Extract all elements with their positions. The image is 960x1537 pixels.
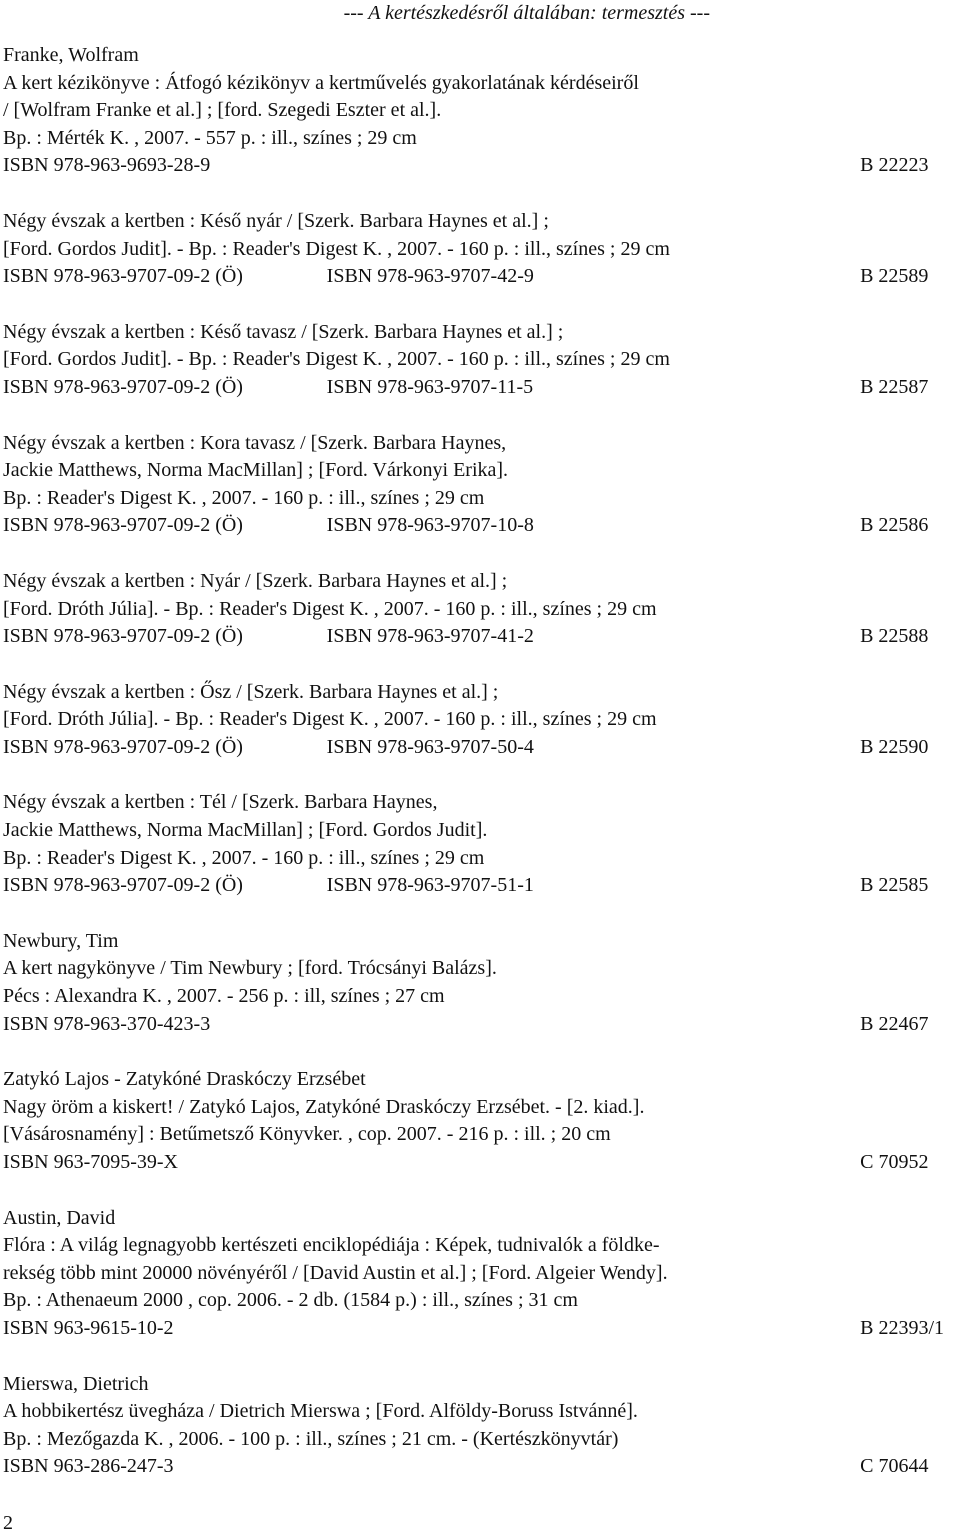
entry-line: Bp. : Reader's Digest K. , 2007. - 160 p. : ill., színes ; 29 cm bbox=[3, 486, 485, 509]
entry-line: Nagy öröm a kiskert! / Zatykó Lajos, Zatykóné Draskóczy Erzsébet. - [2. kiad.]. bbox=[3, 1095, 645, 1118]
entry-line: Newbury, Tim bbox=[3, 929, 119, 952]
entry-line: rekség több mint 20000 növényéről / [David Austin et al.] ; [Ford. Algeier Wendy]. bbox=[3, 1261, 668, 1284]
isbn-row bbox=[3, 734, 960, 762]
entry-line: Mierswa, Dietrich bbox=[3, 1372, 149, 1395]
shelf-signature: B 22589 bbox=[860, 265, 929, 288]
isbn-row bbox=[3, 374, 960, 402]
isbn-primary: ISBN 978-963-9707-09-2 (Ö) bbox=[3, 625, 243, 648]
page-number: 2 bbox=[3, 1512, 13, 1534]
bibliography-entry bbox=[3, 208, 960, 291]
entry-line: [Vásárosnamény] : Betűmetsző Könyvker. , cop. 2007. - 216 p. : ill. ; 20 cm bbox=[3, 1123, 611, 1146]
isbn-secondary: ISBN 978-963-9707-42-9 bbox=[326, 265, 534, 288]
isbn-primary: ISBN 978-963-9707-09-2 (Ö) bbox=[3, 735, 243, 758]
entry-line: Bp. : Mezőgazda K. , 2006. - 100 p. : ill., színes ; 21 cm. - (Kertészkönyvtár) bbox=[3, 1427, 619, 1450]
isbn-row bbox=[3, 1315, 960, 1343]
isbn-primary: ISBN 963-7095-39-X bbox=[3, 1151, 178, 1173]
entry-line: Négy évszak a kertben : Tél / [Szerk. Barbara Haynes, bbox=[3, 791, 438, 814]
entry-line: Flóra : A világ legnagyobb kertészeti enciklopédiája : Képek, tudnivalók a földke- bbox=[3, 1234, 660, 1257]
isbn-row bbox=[3, 1453, 960, 1481]
isbn-row bbox=[3, 623, 960, 651]
entry-line: Jackie Matthews, Norma MacMillan] ; [Ford. Várkonyi Erika]. bbox=[3, 459, 509, 482]
isbn-row bbox=[3, 512, 960, 540]
isbn-primary: ISBN 978-963-9707-09-2 (Ö) bbox=[3, 265, 243, 288]
entry-line: Bp. : Athenaeum 2000 , cop. 2006. - 2 db. (1584 p.) : ill., színes ; 31 cm bbox=[3, 1289, 578, 1312]
section-header: --- A kertészkedésről általában: termesztés --- bbox=[343, 2, 710, 24]
entry-line: Austin, David bbox=[3, 1206, 116, 1229]
bibliography-entry bbox=[3, 319, 960, 402]
entry-line: [Ford. Dróth Júlia]. - Bp. : Reader's Digest K. , 2007. - 160 p. : ill., színes ; 29 cm bbox=[3, 597, 657, 620]
shelf-signature: C 70644 bbox=[860, 1455, 929, 1478]
bibliography-entry bbox=[3, 679, 960, 762]
isbn-secondary: ISBN 978-963-9707-50-4 bbox=[326, 735, 534, 758]
bibliography-entry bbox=[3, 42, 960, 180]
isbn-primary: ISBN 978-963-9707-09-2 (Ö) bbox=[3, 514, 243, 537]
entry-line: / [Wolfram Franke et al.] ; [ford. Szegedi Eszter et al.]. bbox=[3, 99, 442, 122]
entry-line: [Ford. Gordos Judit]. - Bp. : Reader's Digest K. , 2007. - 160 p. : ill., színes ; 29 cm bbox=[3, 237, 670, 260]
entry-line: Pécs : Alexandra K. , 2007. - 256 p. : ill, színes ; 27 cm bbox=[3, 985, 445, 1008]
entry-line: [Ford. Gordos Judit]. - Bp. : Reader's Digest K. , 2007. - 160 p. : ill., színes ; 29 cm bbox=[3, 348, 670, 371]
entry-line: [Ford. Dróth Júlia]. - Bp. : Reader's Digest K. , 2007. - 160 p. : ill., színes ; 29 cm bbox=[3, 708, 657, 731]
bibliography-entry bbox=[3, 430, 960, 540]
isbn-primary: ISBN 978-963-370-423-3 bbox=[3, 1012, 211, 1035]
bibliography-entry bbox=[3, 789, 960, 899]
shelf-signature: B 22588 bbox=[860, 625, 929, 648]
isbn-row bbox=[3, 152, 960, 180]
isbn-primary: ISBN 978-963-9707-09-2 (Ö) bbox=[3, 874, 243, 897]
entry-line: A kert kézikönyve : Átfogó kézikönyv a kertművelés gyakorlatának kérdéseiről bbox=[3, 71, 639, 94]
shelf-signature: B 22587 bbox=[860, 375, 929, 398]
bibliography-entry bbox=[3, 1205, 960, 1343]
entry-line: A kert nagykönyve / Tim Newbury ; [ford. Trócsányi Balázs]. bbox=[3, 957, 497, 980]
entry-line: Négy évszak a kertben : Ősz / [Szerk. Barbara Haynes et al.] ; bbox=[3, 680, 499, 703]
bibliography-entry bbox=[3, 1066, 960, 1176]
isbn-row bbox=[3, 263, 960, 291]
bibliography-list bbox=[3, 42, 960, 1481]
entry-line: A hobbikertész üvegháza / Dietrich Mierswa ; [Ford. Alföldy-Boruss Istvánné]. bbox=[3, 1400, 638, 1423]
isbn-primary: ISBN 978-963-9693-28-9 bbox=[3, 154, 211, 177]
entry-line: Franke, Wolfram bbox=[3, 44, 139, 66]
isbn-secondary: ISBN 978-963-9707-11-5 bbox=[326, 375, 534, 398]
isbn-row bbox=[3, 1011, 960, 1039]
bibliography-entry bbox=[3, 568, 960, 651]
shelf-signature: B 22223 bbox=[860, 154, 929, 177]
entry-line: Bp. : Mérték K. , 2007. - 557 p. : ill., színes ; 29 cm bbox=[3, 126, 417, 149]
entry-line: Négy évszak a kertben : Nyár / [Szerk. Barbara Haynes et al.] ; bbox=[3, 569, 508, 592]
entry-line: Négy évszak a kertben : Késő tavasz / [Szerk. Barbara Haynes et al.] ; bbox=[3, 320, 564, 343]
shelf-signature: B 22590 bbox=[860, 735, 929, 758]
bibliography-entry bbox=[3, 1371, 960, 1481]
isbn-secondary: ISBN 978-963-9707-41-2 bbox=[326, 625, 534, 648]
isbn-row bbox=[3, 1149, 960, 1177]
entry-line: Négy évszak a kertben : Késő nyár / [Szerk. Barbara Haynes et al.] ; bbox=[3, 209, 549, 232]
shelf-signature: B 22393/1 bbox=[860, 1316, 945, 1339]
isbn-row bbox=[3, 872, 960, 900]
isbn-secondary: ISBN 978-963-9707-10-8 bbox=[326, 514, 534, 537]
shelf-signature: B 22586 bbox=[860, 514, 929, 537]
shelf-signature: B 22585 bbox=[860, 874, 929, 897]
bibliography-entry bbox=[3, 928, 960, 1038]
isbn-primary: ISBN 963-9615-10-2 bbox=[3, 1316, 174, 1339]
entry-line: Bp. : Reader's Digest K. , 2007. - 160 p. : ill., színes ; 29 cm bbox=[3, 846, 485, 869]
entry-line: Négy évszak a kertben : Kora tavasz / [Szerk. Barbara Haynes, bbox=[3, 431, 507, 454]
isbn-secondary: ISBN 978-963-9707-51-1 bbox=[326, 874, 534, 897]
shelf-signature: C 70952 bbox=[860, 1151, 929, 1173]
entry-line: Jackie Matthews, Norma MacMillan] ; [Ford. Gordos Judit]. bbox=[3, 819, 488, 842]
entry-line: Zatykó Lajos - Zatykóné Draskóczy Erzsébet bbox=[3, 1068, 366, 1091]
isbn-primary: ISBN 963-286-247-3 bbox=[3, 1455, 174, 1478]
isbn-primary: ISBN 978-963-9707-09-2 (Ö) bbox=[3, 375, 243, 398]
shelf-signature: B 22467 bbox=[860, 1012, 929, 1035]
